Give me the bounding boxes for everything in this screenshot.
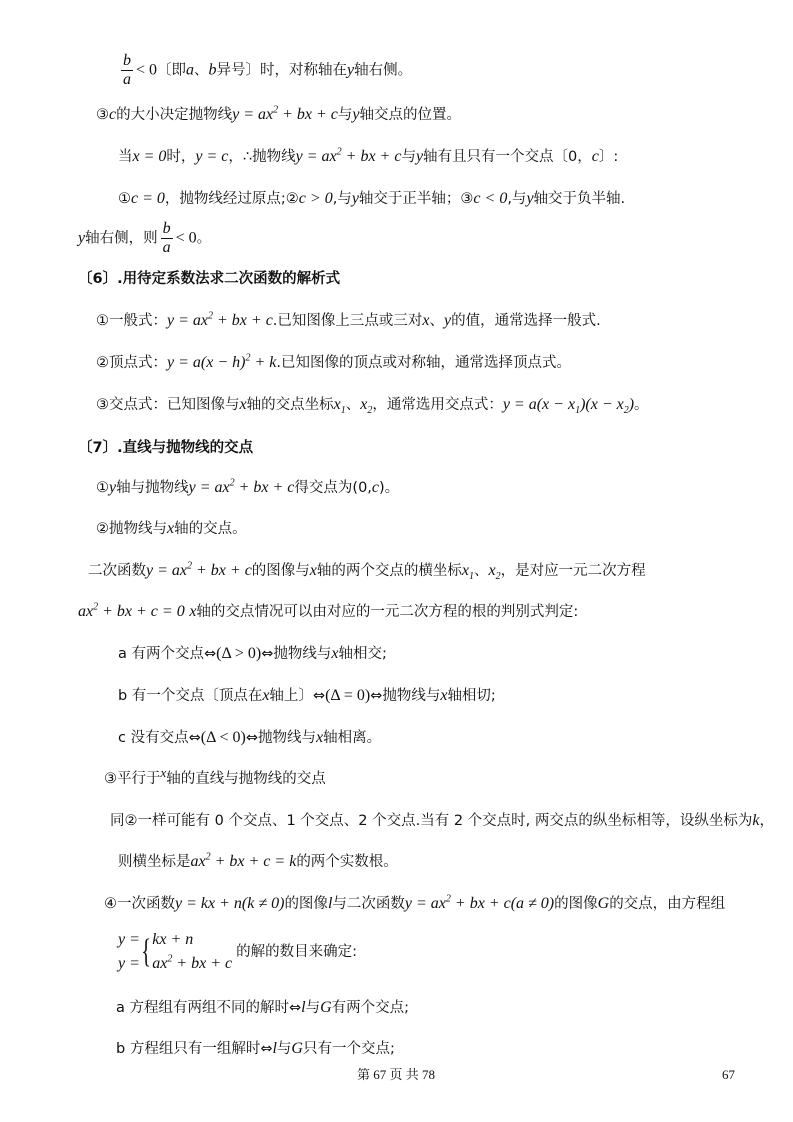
equivalence-arrow-icon: ⇔ [261,646,274,662]
text: 当 [118,149,133,165]
text: 同②一样可能有 0 个交点、1 个交点、2 个交点.当有 2 个交点时, 两交点的纵坐标相等，设纵坐标为 [110,813,753,829]
text: 时， [166,149,196,165]
var-G: G [291,1040,303,1057]
text: ④一次函数 [104,896,175,912]
system-left-column [118,928,140,976]
equivalence-arrow-icon: ⇔ [370,688,383,704]
var-b: b [208,61,217,79]
text: ③平行于 [104,771,161,787]
text: a 有两个交点 [118,646,204,662]
text: )。 [379,480,400,496]
text: ， [759,813,774,829]
label: ③交点式：已知图像与 [96,397,240,413]
line-7 [96,310,601,332]
var-x: x [331,645,339,662]
text: 的交点，由方程组 [609,896,726,912]
equivalence-arrow-icon: ⇔ [289,1000,302,1016]
line-24 [116,1038,395,1060]
fraction-denominator: a [123,71,131,88]
text: 有两个交点; [331,1000,410,1016]
var-k: k [752,812,760,829]
var-y: y [444,312,452,329]
section-heading-7: 〔7〕.直线与抛物线的交点 [78,440,254,456]
text: y = [118,931,140,948]
line-23 [116,997,409,1019]
text: ②抛物线与 [96,521,167,537]
var-c: c [109,106,117,123]
line-20 [118,851,398,873]
equation: x = 0 [132,148,167,165]
text: 轴右侧，则 [85,230,158,247]
text: 的大小决定抛物线 [116,107,233,123]
text: 、 [474,563,489,579]
text: 轴相交; [338,646,387,662]
equivalence-arrow-icon: ⇔ [312,688,326,704]
math-expr: < 0 [175,229,197,247]
line-14 [78,601,578,623]
text: 与 [276,1041,292,1057]
line-19 [110,810,774,832]
item-marker: ② [285,191,299,207]
text: ，通常选用交点式： [372,397,503,413]
text: a 方程组有两组不同的解时 [116,1000,289,1016]
text: b 方程组只有一组解时 [116,1041,261,1057]
equation: $ax^2$ + bx + c = k [190,851,297,870]
var-a: a [186,61,195,79]
text: 与 [337,107,353,123]
var-x: x [316,729,324,746]
equation-system [118,928,357,976]
text: 的图像与 [251,563,310,579]
text: 。 [634,397,649,413]
var-x: x [422,312,430,329]
line-21 [104,893,725,915]
equivalence-arrow-icon: ⇔ [260,1041,273,1057]
line-8 [96,352,571,374]
text: .已知图像的顶点或对称轴，通常选择顶点式。 [276,355,571,371]
fraction-numerator: b [123,52,131,69]
text: 得交点为(0, [294,480,372,496]
equivalence-arrow-icon: ⇔ [204,646,217,662]
equation: $y = ax^2$ + bx + c [146,560,252,579]
text: 轴右侧。 [354,62,413,79]
equation: c > 0 [298,190,333,207]
var-x2: $x_2$ [488,562,501,583]
equation: $y = ax^2$ + bx + c [232,104,338,123]
text: 轴交点的位置。 [359,107,462,123]
var-y: y [78,229,86,247]
text: 轴相离。 [323,730,382,746]
text: 异号〕时，对称轴在 [216,62,348,79]
line-13 [88,560,646,582]
var-x: x [239,396,247,413]
text: 轴的直线与抛物线的交点 [166,771,326,787]
var-x: x [189,603,197,620]
condition: (Δ > 0) [216,645,262,662]
var-x1: $x_1$ [333,396,346,417]
equation: $y = ax^2$ + bx + c [188,477,295,496]
var-y: y [347,61,355,79]
equation: c < 0 [473,190,508,207]
condition: (Δ < 0) [200,729,246,746]
text: 轴有且只有一个交点〔0， [423,149,592,165]
line-4 [118,188,625,210]
item-marker: ③ [460,191,474,207]
line-2 [96,104,461,126]
text: 轴的交点情况可以由对应的一元二次方程的根的判别式判定: [196,604,579,620]
brace-icon: { [141,933,151,970]
line-18 [104,765,326,790]
var-x: x [440,687,448,704]
var-x: x [262,687,270,704]
text: 轴的交点。 [174,521,247,537]
text: 只有一个交点; [302,1041,395,1057]
var-y: y [526,190,534,207]
var-l: l [327,895,333,912]
item-marker: ③ [96,107,109,123]
equation: c = 0 [131,190,165,207]
item-marker: ① [118,191,131,207]
var-x1: $x_1$ [461,562,475,583]
text: 轴交于正半轴； [358,191,461,207]
fraction-denominator: a [162,239,171,256]
text: 轴的交点坐标 [246,397,334,413]
fraction-b-over-a [121,52,133,89]
text: y = [118,955,140,972]
var-x: x [309,562,317,579]
text: 轴相切; [447,688,496,704]
label: ②顶点式： [96,355,167,371]
section-heading-6: 〔6〕.用待定系数法求二次函数的解析式 [78,271,341,287]
line-3 [118,146,618,168]
line-17 [118,727,381,749]
var-x2: $x_2$ [360,396,373,417]
text: ,与 [332,191,352,207]
equation: $y = ax^2$ + bx + c [295,146,402,165]
text: ，抛物线经过原点; [164,191,286,207]
text: 、 [194,62,209,79]
var-l: l [272,1040,277,1057]
equation: $y = a(x - x_1)(x - x_2)$ [502,396,635,417]
text: 与二次函数 [332,896,405,912]
text: 的解的数目来确定: [236,944,358,960]
text: 则横坐标是 [118,854,191,870]
var-c: c [371,479,380,496]
equivalence-arrow-icon: ⇔ [188,730,201,746]
equation: $ax^2$ + bx + c = 0 [78,601,185,620]
math-expr: < 0 [136,61,158,79]
var-y: y [109,479,117,496]
equation: y = kx + n(k ≠ 0) [175,895,285,912]
var-y: y [351,190,359,207]
text: 、 [345,397,361,413]
text: 〕: [598,149,619,165]
text: $ax^2$ + bx + c [152,953,233,972]
text: ,与 [507,191,527,207]
fraction-numerator: b [162,220,171,237]
line-9 [96,394,649,416]
text: 。 [196,230,212,247]
text: c 没有交点 [118,730,189,746]
var-l: l [301,999,306,1016]
fraction-b-over-a [161,220,173,257]
line-11 [96,477,399,499]
var-y: y [415,148,424,165]
equation: $y = ax^2$ + bx + c(a ≠ 0) [404,893,555,912]
text: ，∴抛物线 [228,149,296,165]
text: b 有一个交点〔顶点在 [118,688,263,704]
item-marker: ① [96,480,109,496]
text: 的图像 [284,896,328,912]
var-c: c [591,148,599,165]
var-y: y [352,106,360,123]
text: 与 [401,149,416,165]
equation: $y = a(x - h)^2 + k$ [167,352,277,371]
text: 二次函数 [88,563,146,579]
line-5 [78,220,211,257]
equation: y = c [195,148,229,165]
text: .已知图像上三点或三对 [272,313,423,329]
text: ，是对应一元二次方程 [500,563,646,579]
text: 的值，通常选择一般式. [451,313,601,329]
text: 抛物线与 [258,730,316,746]
text: 轴与抛物线 [116,480,189,496]
text: 的图像 [554,896,598,912]
var-x: x [160,765,167,780]
condition: (Δ = 0) [325,687,371,704]
text: 、 [429,313,445,329]
footer-page-count: 第 67 页 共 78 [357,1067,436,1082]
var-G: G [597,895,610,912]
line-16 [118,685,496,707]
line-12 [96,518,247,540]
text: 与 [305,1000,321,1016]
text: 抛物线与 [273,646,332,662]
line-1 [118,52,412,89]
text: 轴上〕 [269,688,313,704]
var-x: x [167,520,175,537]
line-15 [118,643,387,665]
var-G: G [320,999,332,1016]
text: 抛物线与 [382,688,441,704]
footer-page-number: 67 [722,1067,735,1082]
equivalence-arrow-icon: ⇔ [245,730,258,746]
text: 的两个实数根。 [296,854,398,870]
text: 轴的两个交点的横坐标 [316,563,462,579]
label: ①一般式： [96,313,167,329]
text: kx + n [152,931,194,948]
system-right-column [152,928,232,976]
text: 轴交于负半轴. [533,191,626,207]
equation: $y = ax^2$ + bx + c [167,310,273,329]
text: 〔即 [157,62,187,79]
